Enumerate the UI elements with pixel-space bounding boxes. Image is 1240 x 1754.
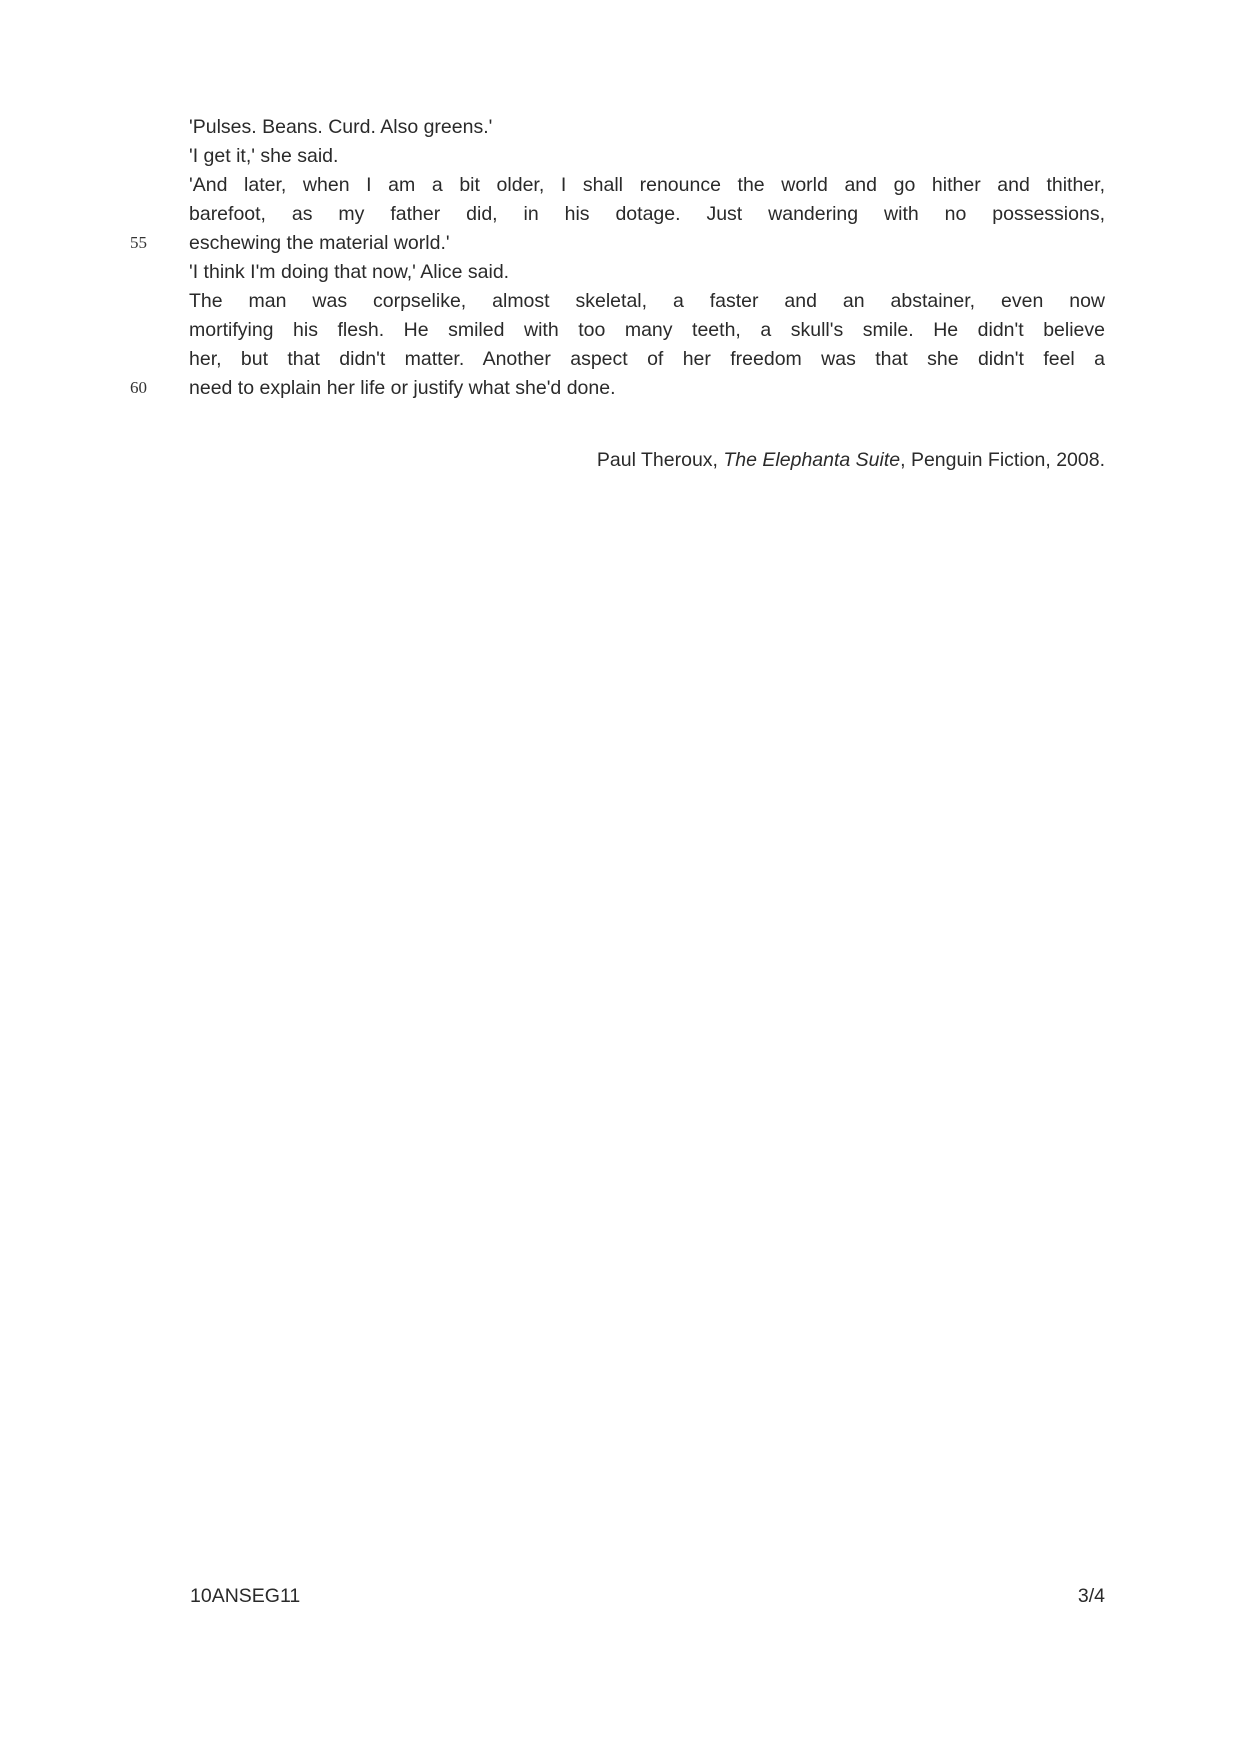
passage-line: 'And later, when I am a bit older, I shall renounce the world and go hither and thither,: [189, 174, 1105, 196]
exam-code: 10ANSEG11: [190, 1585, 301, 1607]
citation: [597, 446, 1105, 474]
passage-line: 'Pulses. Beans. Curd. Also greens.': [189, 116, 493, 138]
citation-title: The Elephanta Suite: [723, 449, 901, 471]
page-number: 3/4: [1077, 1585, 1105, 1607]
passage-line: The man was corpselike, almost skeletal, a faster and an abstainer, even now: [189, 290, 1105, 312]
line-number: 60: [130, 378, 147, 397]
passage-line: her, but that didn't matter. Another aspect of her freedom was that she didn't feel a: [189, 348, 1105, 370]
passage-line: 'I think I'm doing that now,' Alice said.: [189, 261, 510, 283]
citation-author: Paul Theroux,: [596, 449, 724, 471]
passage-line: need to explain her life or justify what she'd done.: [189, 377, 616, 399]
passage-line: barefoot, as my father did, in his dotage. Just wandering with no possessions,: [189, 203, 1105, 225]
passage-line: eschewing the material world.': [189, 232, 450, 254]
citation-publisher: , Penguin Fiction, 2008.: [900, 449, 1105, 471]
passage-line: mortifying his flesh. He smiled with too many teeth, a skull's smile. He didn't believe: [189, 319, 1105, 341]
line-number: 55: [130, 233, 147, 252]
passage-line: 'I get it,' she said.: [189, 145, 339, 167]
